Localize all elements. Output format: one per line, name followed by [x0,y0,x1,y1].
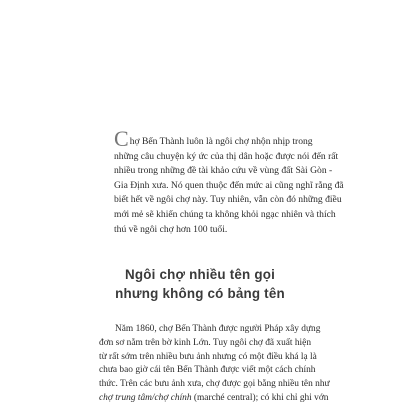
italic-market-name: chợ trung tâm/chợ chính [99,392,192,403]
body-line-1: Năm 1860, chợ Bến Thành được người Pháp xây dựng [115,324,321,334]
body-paragraph [99,323,330,406]
intro-line-5: biết hết về ngôi chợ này. Tuy nhiên, vẫn còn đó những điều [114,194,342,206]
intro-line-7: thú về ngôi chợ hơn 100 tuổi. [114,223,228,235]
body-line-5: thức. Trên các bưu ảnh xưa, chợ được gọi bằng nhiều tên như [99,379,330,390]
body-line-4: chưa bao giờ cái tên Bến Thành được viết một cách chính [99,365,316,376]
intro-paragraph [114,126,344,237]
intro-line-4: Gia Định xưa. Nó quen thuộc đến mức ai cũng nghĩ rằng đã [114,179,344,191]
body-line-3: từ rất sớm trên nhiều bưu ảnh nhưng có một điều khá lạ là [99,351,317,362]
section-heading-line-2: nhưng không có bảng tên [115,286,285,301]
drop-cap: C [114,126,129,151]
intro-line-6: mới mẻ sẽ khiến chúng ta không khỏi ngạc nhiên và thích [114,208,336,220]
body-line-6-rest: (marché central); có khi chỉ ghi vớn [191,392,329,403]
body-line-2: đơn sơ nằm trên bờ kinh Lớn. Tuy ngôi chợ đã xuất hiện [99,337,312,348]
body-line-6 [99,392,329,406]
section-heading-line-1: Ngôi chợ nhiều tên gọi [124,267,276,282]
intro-line-3: nhiều trong những đề tài khảo cứu về vùng đất Sài Gòn - [114,165,333,177]
intro-line-2: những câu chuyện ký ức của thị dân hoặc được nói đến rất [114,150,339,162]
intro-line-1 [114,126,313,151]
intro-text: hợ Bến Thành luôn là ngôi chợ nhộn nhịp trong [129,136,313,147]
